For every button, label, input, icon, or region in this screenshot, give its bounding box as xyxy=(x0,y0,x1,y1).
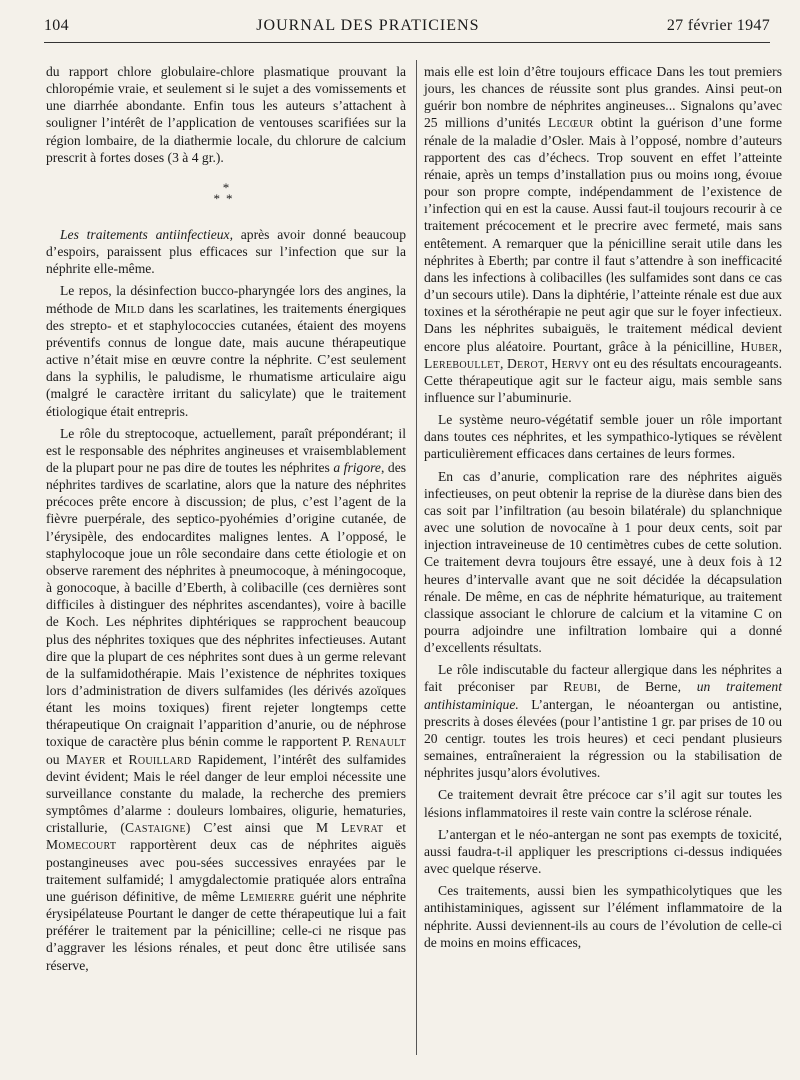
section-asterism xyxy=(46,179,406,206)
section-heading: Les traitements antiinfectieux, xyxy=(60,226,233,242)
asterism-bottom: ** xyxy=(213,190,239,206)
author-name: Lereboullet xyxy=(424,355,501,371)
paragraph: Ces traitements, aussi bien les sympathicolytiques que les antihistaminiques, agissent sur l’élément inflammatoire de la néphrite. Aussi deviennent-ils au cours de l’évolution de celle-ci de moins en moins efficaces, xyxy=(424,883,782,950)
right-column xyxy=(424,63,782,956)
author-name: Mayer xyxy=(65,751,106,767)
author-name: Renault xyxy=(355,734,406,750)
column-divider xyxy=(416,60,417,1055)
author-name: Lecœur xyxy=(547,115,594,131)
author-name: Momecourt xyxy=(46,837,117,853)
page-header xyxy=(44,17,770,39)
paragraph: du rapport chlore globulaire-chlore plasmatique prouvant la chloropémie vraie, et seulement si le sujet a des vomissements et une diarrhée abondante. Enfin tous les auteurs s’attachent à souligner l’intérêt de l’application de ventouses scarifiées sur la région lombaire, de la diathermie locale, du chlorure de calcium prescrit à fortes doses (3 à 4 gr.). xyxy=(46,64,406,165)
left-column xyxy=(46,63,406,979)
journal-title: JOURNAL DES PRATICIENS xyxy=(256,17,480,34)
issue-date: 27 février 1947 xyxy=(666,17,770,34)
author-name: Hervy xyxy=(551,355,590,371)
paragraph: Le repos, la désinfection bucco-pharyngée lors des angines, la méthode de Mild dans les scarlatines, les traitements énergiques des strepto- et et staphylococcies cutanées, étaient des moyens préventifs connus de longue date, mais aucune thérapeutique active n’était mise en œuvre contre la néphrite. C’est seulement dans la syphilis, le paludisme, le rhumatisme articulaire aigu (malgré le caractère irritant du salicylate) que le traitement étiologique était entrepris. xyxy=(46,283,406,419)
page-number: 104 xyxy=(44,17,69,34)
author-name: Levrat xyxy=(340,820,384,836)
paragraph: mais elle est loin d’être toujours efficace Dans les tout premiers jours, les chances de réussite sont plus grandes. Ainsi peut-on guérir bon nombre de néphrites angineuses... Signalons qu’avec 25 millions d’unités Lecœur obtint la guérison d’une forme rénale de la maladie d’Osler. Mais à l’opposé, nombre d’auteurs rapportent des cas d’échecs. Trop souvent en effet l’atteinte rénaie, après un temps d’installation pıus ou moins ıong, évoıue pour son propre compte, indépendamment de l’existence de ı’infection qui en est la cause. Aussi faut-il toujours recourir à ce traitement précocement et le precrire avec fermeté, mais sans entêtement. A remarquer que la pénicilline serait utile dans les néphrites à Eberth; par contre il faut s’attendre à son inefficacité dans les infections à colibacilles (les sulfamides sont dans ce cas d’un secours utile). Dans la diphtérie, l’atteinte rénale est due aux toxines et la sérothérapie ne peut agir que sur le foyer infectieux. Dans les néphrites subaiguës, le traitement médical devient encore plus aléatoire. Pourtant, grâce à la pénicilline, Huber, Lereboullet, Derot, Hervy ont eu des résultats encourageants. Cette thérapeutique agit sur le facteur aigu, mais semble sans influence sur l’abuminurie. xyxy=(424,64,782,405)
author-name: Reubi xyxy=(563,679,598,695)
paragraph: En cas d’anurie, complication rare des néphrites aiguës infectieuses, on peut obtenir la reprise de la diurèse dans bien des cas soit par l’infiltration (au besoin bilatérale) du splanchnique avec une solution de novocaïne à 1 pour deux cents, soit par injection intraveineuse de 10 centimètres cubes de cette solution. Ce traitement devra toujours être essayé, une à deux fois à 12 heures d’intervalle avant que ne soit décidée la décapsulation rénale. De même, en cas de néphrite hématurique, au traitement classique associant le chlorure de calcium et la vitamine C on pourra adjoindre une infiltration lombaire qui a donné d’excellents résultats. xyxy=(424,468,782,656)
author-name: Mild xyxy=(114,300,145,316)
header-rule xyxy=(44,42,770,43)
paragraph: Le rôle indiscutable du facteur allergique dans les néphrites a fait préconiser par Reubi, de Berne, un traitement antihistaminique. L’antergan, le néoantergan ou antistine, prescrits à doses élevées (pour l’antistine 1 gr. par prises de 10 ou 20 centigr. toutes les trois heures) et ceci pendant plusieurs semaines, entraîneraient la régression ou la stabilisation de néphrites jusqu’alors évolutives. xyxy=(424,662,782,781)
author-name: Huber xyxy=(740,338,779,354)
author-name: Castaigne xyxy=(124,820,186,836)
paragraph: L’antergan et le néo-antergan ne sont pas exempts de toxicité, aussi faudra-t-il appliquer les prescriptions ci-dessus indiquées avec quelque réserve. xyxy=(424,826,782,877)
paragraph: Ce traitement devrait être précoce car s’il agit sur toutes les lésions inflammatoires il reste vain contre la sclérose rénale. xyxy=(424,787,782,820)
author-name: Lemierre xyxy=(239,888,295,904)
asterism-top: * xyxy=(222,179,230,195)
paragraph: Le rôle du streptocoque, actuellement, paraît prépondérant; il est le responsable des néphrites angineuses et vraisemblablement de la plupart pour ne pas dire de toutes les néphrites a frigore, des néphrites tardives de scarlatine, alors que la nature des néphrites précoces prête encore à discussion; de plus, c’est l’agent de la fièvre puerpérale, des septico-pyohémies d’origine cutanée, de l’érysipèle, des endocardites malignes lentes. A l’opposé, le staphylocoque joue un rôle secondaire dans cette étiologie et on observe rarement des néphrites à pneumocoque, à méningocoque, à gonocoque, à bacille d’Eberth, à colibacille (ces dernières sont difficiles à distinguer des néphrites ascendantes), voire à bacille de Koch. Les néphrites diphtériques se rapprochent beaucoup plus des néphrites toxiques que des néphrites infectieuses. Autant dire que la plupart de ces néphrites sont dues à un germe relevant de la sulfamidothérapie. Mais l’existence de néphrites toxiques lors d’administration de divers sulfamides (les dérivés azoïques étant les moins toxiques) firent rejeter longtemps cette thérapeutique On craignait l’apparition d’anurie, ou de néphrose toxique de caractère plus bénin comme le rapportent P. Renault ou Mayer et Rouillard Rapidement, l’intérêt des sulfamides devint évident; Mais le réel danger de leur emploi nécessite une surveillance constante du malade, la recherche des premiers symptômes d’alarme : douleurs lombaires, oligurie, hematuries, cristallurie, (Castaigne) C’est ainsi que M Levrat et Momecourt rapportèrent deux cas de néphrites aiguës postangineuses avec pou-sées successives enrayées par le traitement sulfamidé; l amygdalectomie pratiquée alors entraîna une guérison définitive, de même Lemierre guérit une néphrite érysipélateuse Pourtant le danger de cette thérapeutique lui a fait préférer le traitement par la pénicilline; celle-ci ne risque pas d’aggraver les lésions rénales, et peut donc être utilisée sans réserve, xyxy=(46,425,407,973)
paragraph: Le système neuro-végétatif semble jouer un rôle important dans toutes ces néphrites, et les sympathico-lytiques se révèlent particulièrement efficaces dans certaines de leurs formes. xyxy=(424,412,782,462)
paragraph: Les traitements antiinfectieux, après avoir donné beaucoup d’espoirs, paraissent plus efficaces sur l’infection que sur la néphrite elle-même. xyxy=(46,226,406,277)
author-name: Rouillard xyxy=(128,751,192,767)
author-name: Derot xyxy=(507,355,545,371)
